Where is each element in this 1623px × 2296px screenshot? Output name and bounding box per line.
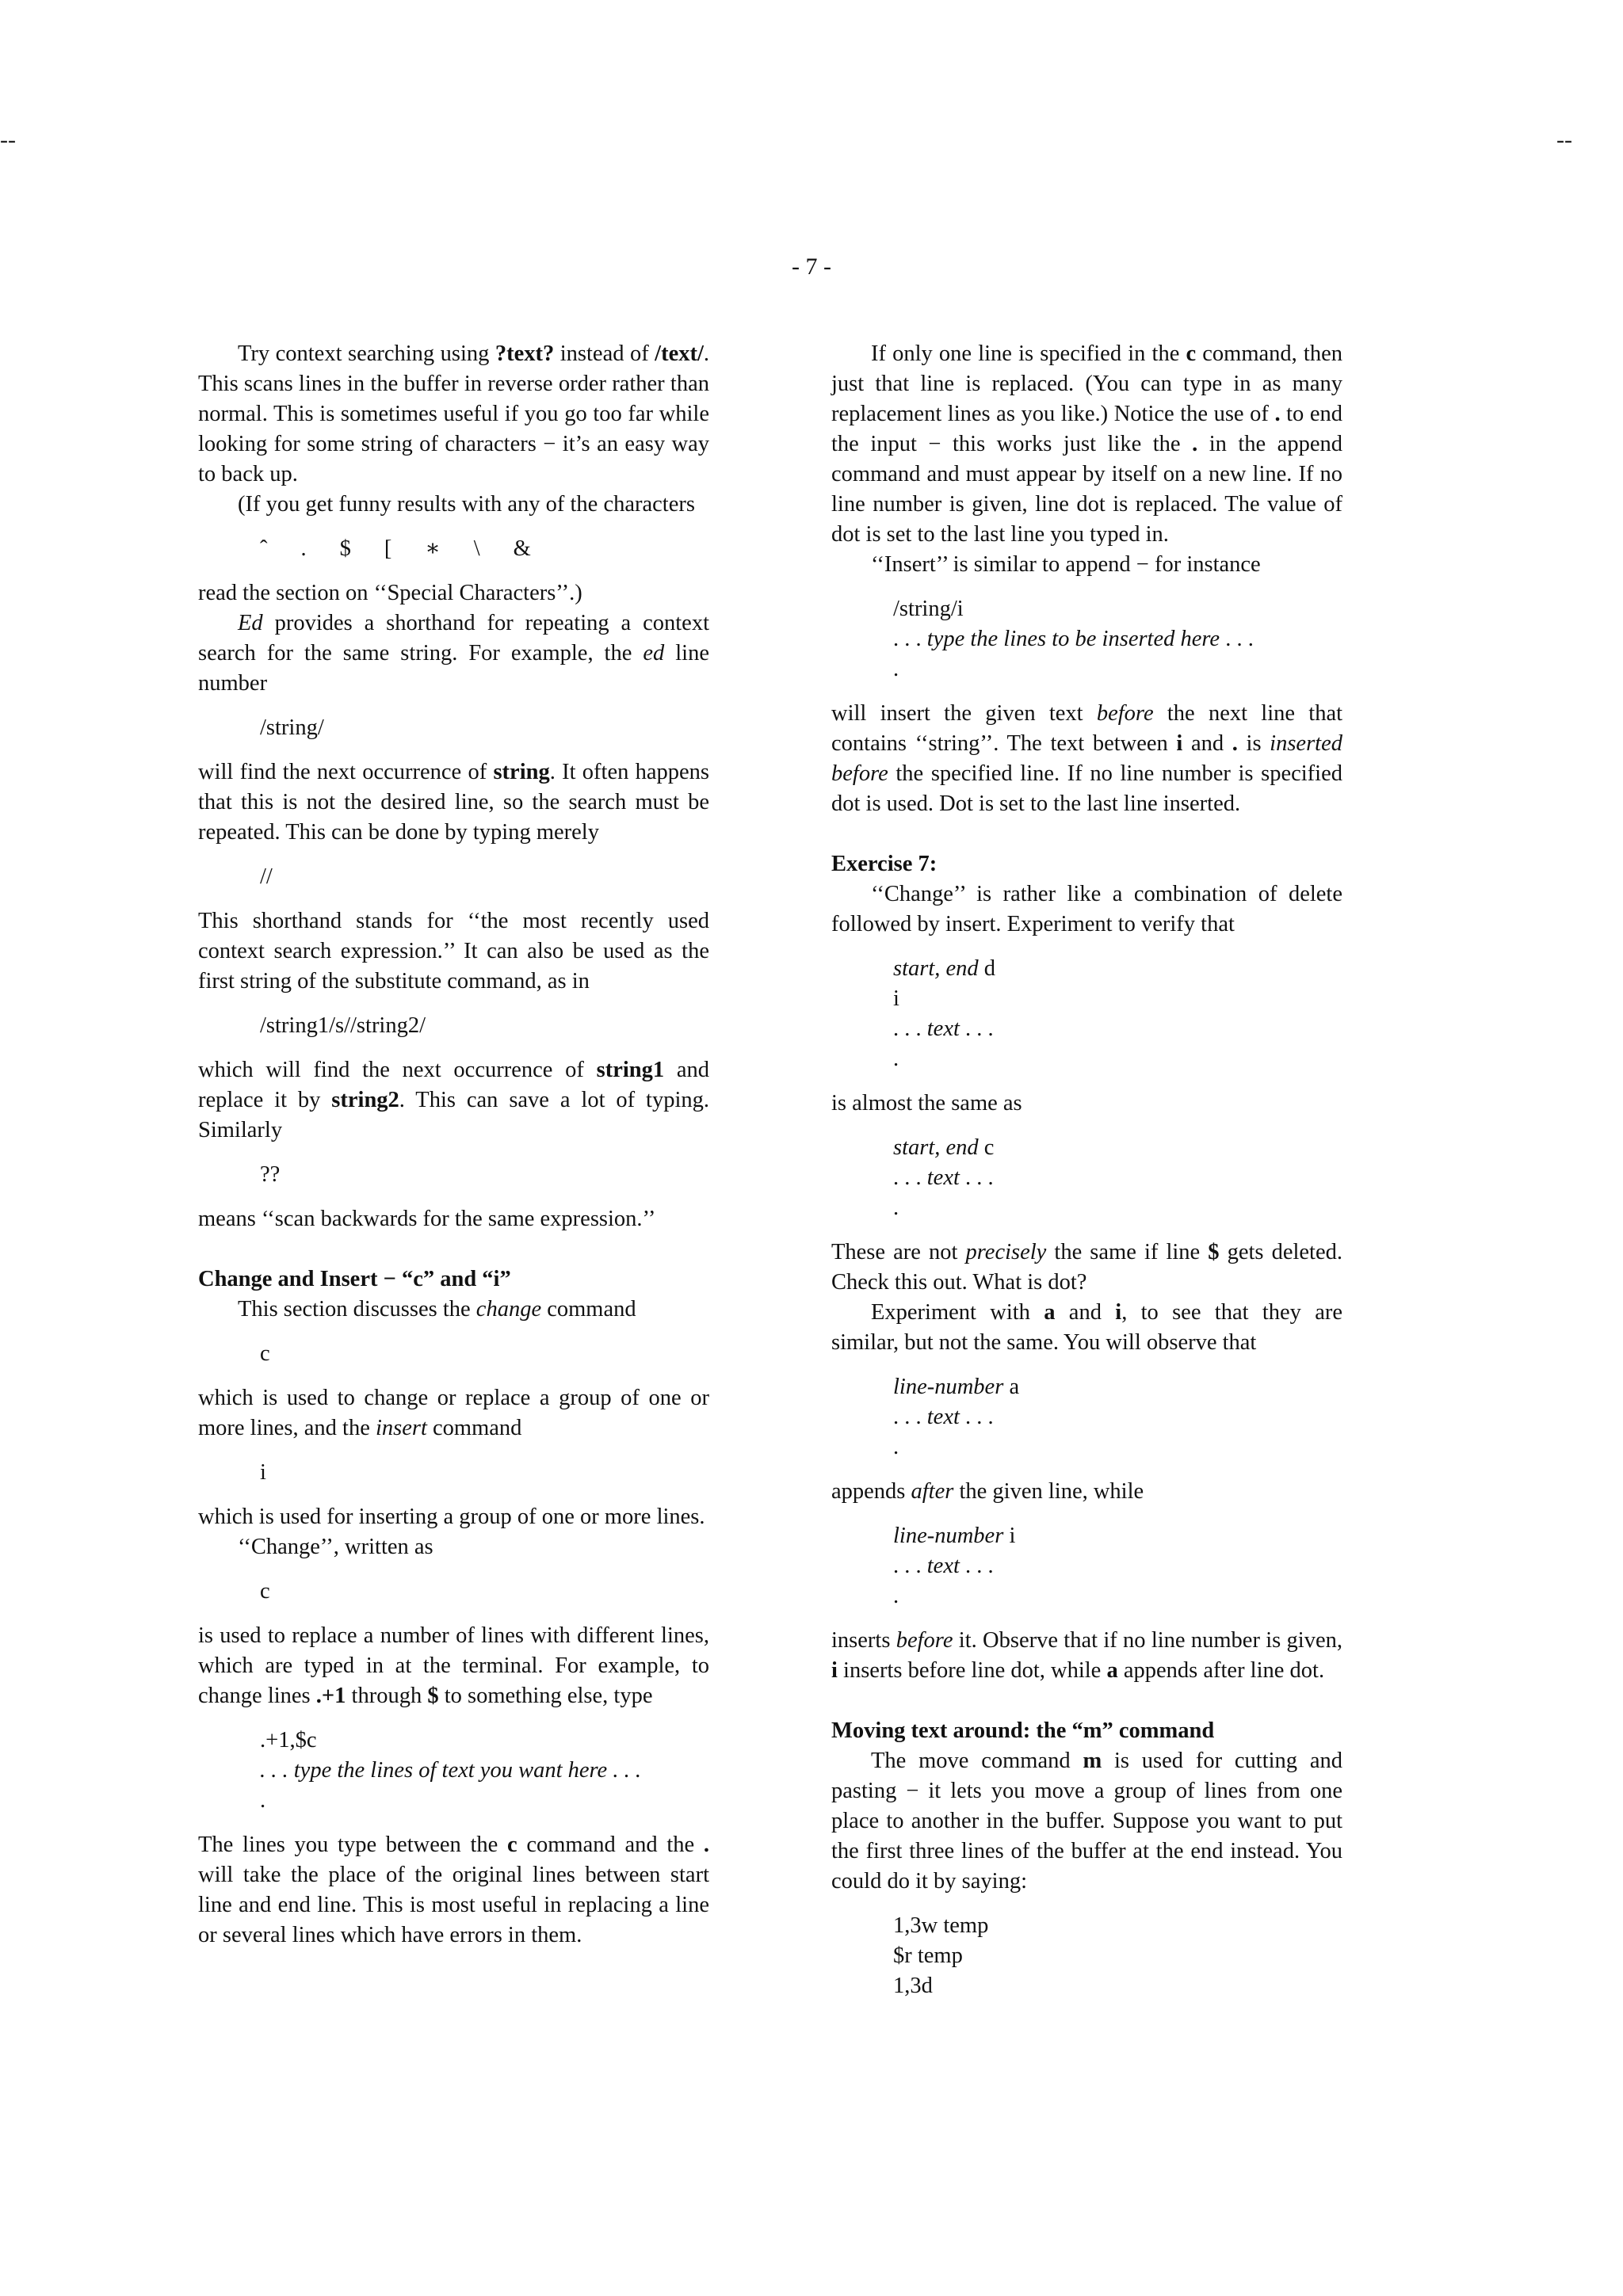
paragraph: ‘‘Insert’’ is similar to append − for instance: [871, 552, 1261, 577]
paragraph: which is used to change or replace a group of one or more lines, and the insert command: [198, 1386, 709, 1440]
code-display: /string1/s//string2/: [260, 1013, 426, 1038]
code-display: line-number a . . . text . . . .: [893, 1375, 1020, 1459]
code-display: line-number i . . . text . . . .: [893, 1524, 1016, 1608]
code-display: //: [260, 864, 273, 889]
code-display: .+1,$c . . . type the lines of text you want here . . . .: [260, 1728, 641, 1813]
paragraph: The lines you type between the c command and the . will take the place of the original lines between start line and end line. This is most useful in replacing a line or several lines which have errors in them.: [198, 1833, 709, 1947]
code-display: /string/: [260, 715, 324, 740]
code-display: 1,3w temp $r temp 1,3d: [893, 1913, 989, 1998]
paragraph: ‘‘Change’’, written as: [238, 1535, 433, 1559]
paragraph: The move command m is used for cutting and pasting − it lets you move a group of lines from one place to another in the buffer. Suppose you want to put the first three lines of the buffer at the end instead. You could do it by saying:: [831, 1749, 1342, 1894]
code-display: i: [260, 1460, 266, 1485]
crop-mark-right: --: [1556, 127, 1572, 153]
left-column: [198, 339, 709, 1951]
code-display: c: [260, 1341, 270, 1366]
paragraph: If only one line is specified in the c command, then just that line is replaced. (You can type in as many replacement lines as you like.) Notice the use of . to end the input − this works just like the . in the append command and must appear by itself on a new line. If no line number is given, line dot is replaced. The value of dot is set to the last line you typed in.: [831, 341, 1342, 547]
paragraph: Try context searching using ?text? instead of /text/. This scans lines in the buffer in reverse order rather than normal. This is sometimes useful if you go too far while looking for some string of characters − it’s an easy way to back up.: [198, 341, 710, 486]
paragraph: means ‘‘scan backwards for the same expression.’’: [198, 1207, 656, 1231]
char: &: [513, 536, 531, 561]
code-display: c: [260, 1579, 270, 1604]
char: .: [300, 536, 307, 561]
paragraph: read the section on ‘‘Special Characters’’.): [198, 581, 582, 605]
paragraph: inserts before it. Observe that if no line number is given, i inserts before line dot, while a appends after line dot.: [831, 1628, 1342, 1683]
paragraph: ‘‘Change’’ is rather like a combination of delete followed by insert. Experiment to verify that: [831, 882, 1342, 936]
paragraph: is almost the same as: [831, 1091, 1022, 1116]
paragraph: Experiment with a and i, to see that they are similar, but not the same. You will observe that: [831, 1300, 1343, 1355]
code-display: start, end c . . . text . . . .: [893, 1135, 995, 1220]
paragraph: (If you get funny results with any of the characters: [238, 492, 695, 517]
char: ˆ: [260, 536, 268, 561]
char: $: [339, 536, 351, 561]
paragraph: Ed provides a shorthand for repeating a context search for the same string. For example, the ed line number: [198, 611, 709, 696]
paragraph: which will find the next occurrence of string1 and replace it by string2. This can save a lot of typing. Similarly: [198, 1058, 709, 1142]
paragraph: which is used for inserting a group of one or more lines.: [198, 1505, 705, 1529]
paragraph: will insert the given text before the next line that contains ‘‘string’’. The text between i and . is inserted before the specified line. If no line number is specified dot is used. Dot is set to the last line inserted.: [831, 701, 1343, 816]
section-heading: Moving text around: the “m” command: [831, 1718, 1215, 1743]
code-display: start, end d i . . . text . . . .: [893, 956, 996, 1071]
paragraph: is used to replace a number of lines with different lines, which are typed in at the terminal. For example, to change lines .+1 through $ to something else, type: [198, 1623, 709, 1708]
right-column: [831, 339, 1342, 2016]
paragraph: These are not precisely the same if line $ gets deleted. Check this out. What is dot?: [831, 1240, 1342, 1295]
paragraph: appends after the given line, while: [831, 1479, 1144, 1504]
char: [: [384, 536, 392, 561]
char: ∗: [425, 536, 441, 561]
crop-mark-left: --: [0, 127, 16, 153]
paragraph: This section discusses the change command: [238, 1297, 636, 1322]
paragraph: This shorthand stands for ‘‘the most recently used context search expression.’’ It can also be used as the first string of the substitute command, as in: [198, 909, 709, 994]
paragraph: will find the next occurrence of string. It often happens that this is not the desired line, so the search must be repeated. This can be done by typing merely: [198, 760, 710, 845]
section-heading: Exercise 7:: [831, 852, 938, 876]
special-characters: [260, 534, 709, 564]
code-display: /string/i . . . type the lines to be inserted here . . . .: [893, 597, 1254, 681]
section-heading: Change and Insert − “c” and “i”: [198, 1267, 511, 1291]
page-number: - 7 -: [792, 254, 831, 280]
code-display: ??: [260, 1162, 281, 1187]
char: \: [473, 536, 480, 561]
